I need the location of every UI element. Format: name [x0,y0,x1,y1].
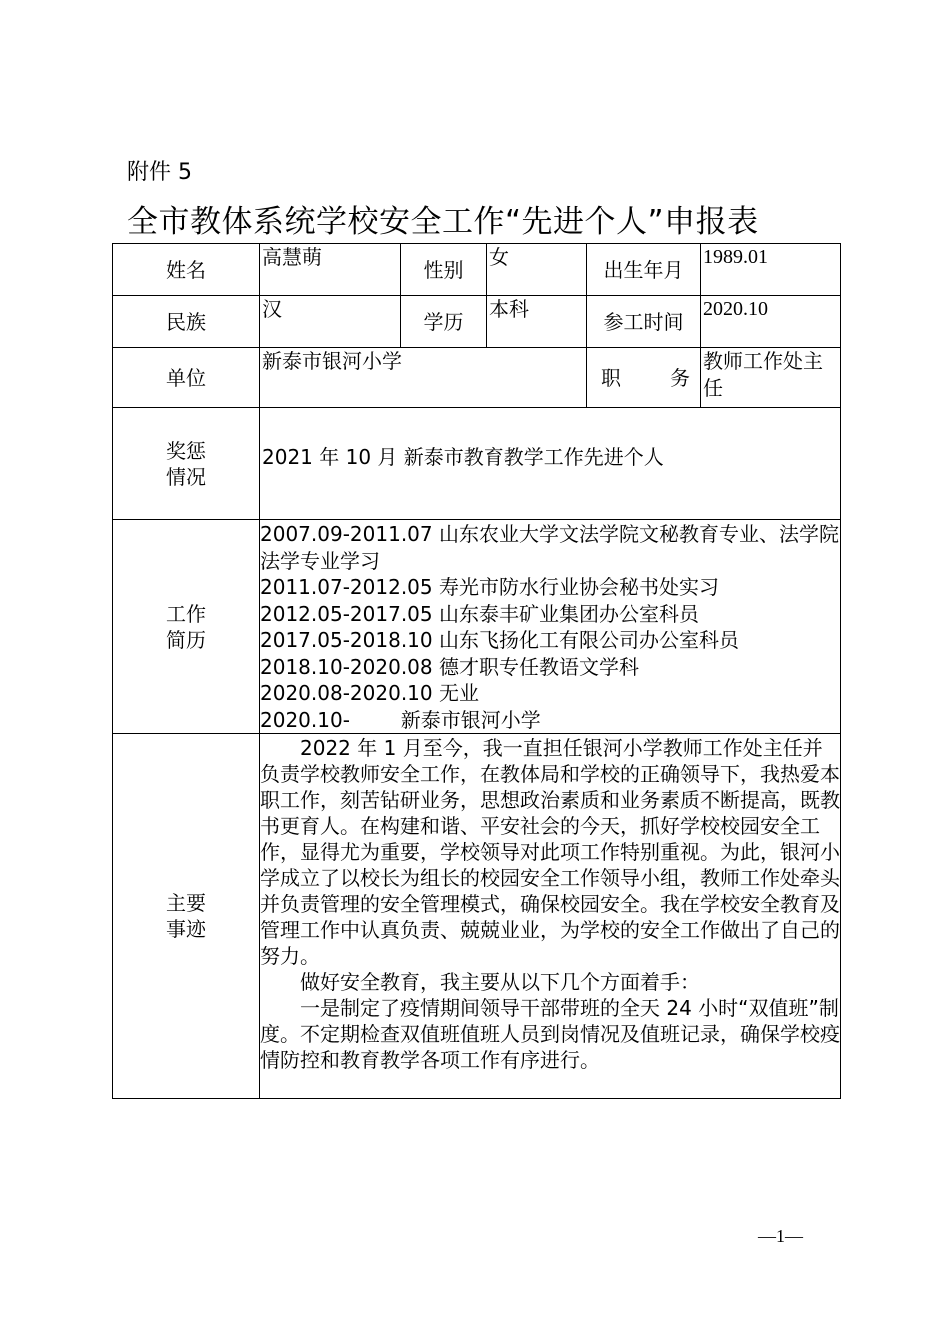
resume-list [260,520,841,734]
row-resume [113,520,841,734]
row-awards [113,408,841,520]
label-gender: 性别 [401,244,487,296]
label-work-start: 参工时间 [587,296,701,348]
deeds-paragraph: 2022 年 1 月至今，我一直担任银河小学教师工作处主任并负责学校教师安全工作，在教体局和学校的正确领导下，我热爱本职工作，刻苦钻研业务，思想政治素质和业务素质不断提高，既教书更育人。在构建和谐、平安社会的今天，抓好学校校园安全工作，显得尤为重要，学校领导对此项工作特别重视。为此，银河小学成立了以校长为组长的校园安全工作领导小组，教师工作处牵头并负责管理的安全管理模式，确保校园安全。我在学校安全教育及管理工作中认真负责、兢兢业业，为学校的安全工作做出了自己的努力。 [260,736,840,968]
row-basic-1 [113,244,841,296]
attachment-label: 附件 5 [127,160,192,185]
row-deeds [113,734,841,1099]
resume-item: 2007.09-2011.07 山东农业大学文法学院文秘教育专业、法学院法学专业学习 [260,522,839,573]
value-ethnicity: 汉 [260,296,401,348]
label-birth: 出生年月 [587,244,701,296]
resume-item: 2020.10- 新泰市银河小学 [260,707,541,732]
value-education: 本科 [487,296,587,348]
resume-item: 2012.05-2017.05 山东泰丰矿业集团办公室科员 [260,601,699,626]
page-number: —1— [758,1226,803,1246]
label-education: 学历 [401,296,487,348]
resume-item: 2017.05-2018.10 山东飞扬化工有限公司办公室科员 [260,628,739,652]
value-work-start: 2020.10 [701,296,841,348]
value-name: 高慧萌 [260,244,401,296]
label-ethnicity: 民族 [113,296,260,348]
deeds-text [260,734,841,1099]
label-awards: 奖惩 情况 [113,408,260,520]
resume-item: 2018.10-2020.08 德才职专任教语文学科 [260,654,639,679]
label-deeds: 主要 事迹 [113,734,260,1099]
value-gender: 女 [487,244,587,296]
value-unit: 新泰市银河小学 [260,348,587,408]
label-name: 姓名 [113,244,260,296]
page-title: 全市教体系统学校安全工作“先进个人”申报表 [127,204,759,240]
resume-item: 2020.08-2020.10 无业 [260,681,479,705]
value-awards: 2021 年 10 月 新泰市教育教学工作先进个人 [260,408,841,520]
resume-item: 2011.07-2012.05 寿光市防水行业协会秘书处实习 [260,575,719,599]
label-resume: 工作 简历 [113,520,260,734]
deeds-paragraph: 做好安全教育，我主要从以下几个方面着手： [300,970,700,994]
label-unit: 单位 [113,348,260,408]
row-basic-2 [113,296,841,348]
row-unit [113,348,841,408]
application-form [112,243,841,1099]
value-birth: 1989.01 [701,244,841,296]
deeds-paragraph: 一是制定了疫情期间领导干部带班的全天 24 小时“双值班”制度。不定期检查双值班值班人员到岗情况及值班记录，确保学校疫情防控和教育教学各项工作有序进行。 [260,996,840,1072]
value-position: 教师工作处主任 [701,348,841,408]
label-position: 职 务 [587,348,701,408]
